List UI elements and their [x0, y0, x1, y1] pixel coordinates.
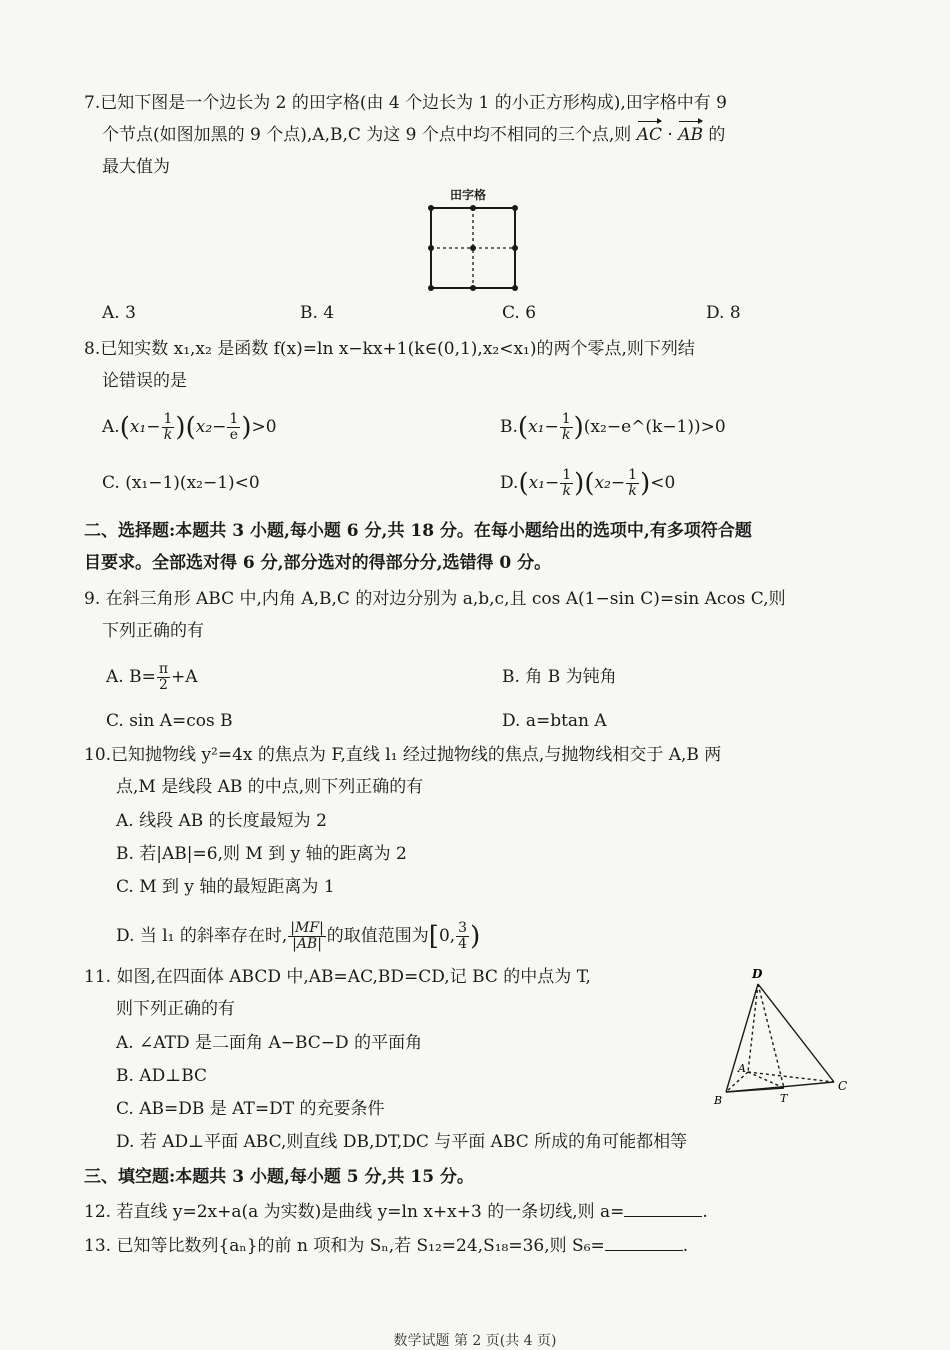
q8-option-b: B.(x₁− $\frac{1}{k}$ )(x₂−e^(k−1))>0 — [500, 411, 726, 443]
q9-line2: 下列正确的有 — [102, 621, 204, 641]
q10-line1: 10.已知抛物线 y²=4x 的焦点为 F,直线 l₁ 经过抛物线的焦点,与抛物线相交于 A,B 两 — [84, 745, 722, 765]
label-t: T — [780, 1092, 788, 1105]
q9-option-c: C. sin A=cos B — [106, 711, 233, 731]
tetrahedron-figure — [706, 962, 856, 1112]
q11-option-b: B. AD⊥BC — [116, 1066, 208, 1086]
section2-heading: 二、选择题:本题共 3 小题,每小题 6 分,共 18 分。在每小题给出的选项中,有多项符合题 — [84, 521, 752, 541]
label-d: D — [752, 967, 763, 981]
q7-line2-b: 的 — [703, 125, 726, 145]
q13-line: 13. 已知等比数列{aₙ}的前 n 项和为 Sₙ,若 S₁₂=24,S₁₈=36,则 S₆= . — [84, 1236, 689, 1256]
grid-figure-title: 田字格 — [450, 188, 487, 202]
q10-option-d: D. 当 l₁ 的斜率存在时, $\frac{|MF|}{|AB|}$ 的取值范围为[0, $\frac{3}{4}$ ) — [116, 920, 481, 952]
q10-option-a: A. 线段 AB 的长度最短为 2 — [116, 811, 327, 831]
q8-line2: 论错误的是 — [102, 371, 187, 391]
section2-heading-line2: 目要求。全部选对得 6 分,部分选对的得部分分,选错得 0 分。 — [84, 553, 552, 573]
q12-line: 12. 若直线 y=2x+a(a 为实数)是曲线 y=ln x+x+3 的一条切线,则 a= . — [84, 1202, 708, 1222]
q10-line2: 点,M 是线段 AB 的中点,则下列正确的有 — [116, 777, 424, 797]
q11-option-d: D. 若 AD⊥平面 ABC,则直线 DB,DT,DC 与平面 ABC 所成的角可能都相等 — [116, 1132, 688, 1152]
q7-option-b: B. 4 — [300, 303, 335, 323]
vector-ab: AB — [678, 125, 704, 145]
dot-operator: · — [662, 125, 679, 145]
q7-line1: 7.已知下图是一个边长为 2 的田字格(由 4 个边长为 1 的小正方形构成),田字格中有 9 — [84, 93, 727, 113]
label-a: A — [738, 1062, 746, 1075]
q11-line1: 11. 如图,在四面体 ABCD 中,AB=AC,BD=CD,记 BC 的中点为 T, — [84, 967, 591, 987]
q8-option-a: A.(x₁− $\frac{1}{k}$ )(x₂− $\frac{1}{e}$ )>0 — [102, 411, 277, 443]
tian-grid-figure — [420, 200, 524, 296]
q7-option-a: A. 3 — [102, 303, 136, 323]
q7-line2-a: 个节点(如图加黑的 9 个点),A,B,C 为这 9 个点中均不相同的三个点,则 — [102, 125, 637, 145]
q10-option-c: C. M 到 y 轴的最短距离为 1 — [116, 877, 335, 897]
q7-line3: 最大值为 — [102, 157, 170, 177]
label-c: C — [838, 1079, 848, 1093]
q9-option-b: B. 角 B 为钝角 — [502, 667, 617, 687]
q10-option-b: B. 若|AB|=6,则 M 到 y 轴的距离为 2 — [116, 844, 407, 864]
label-b: B — [714, 1094, 723, 1107]
q9-option-d: D. a=btan A — [502, 711, 607, 731]
q9-option-a: A. B= $\frac{\pi}{2}$ +A — [106, 661, 198, 693]
vector-ac: AC — [636, 125, 663, 145]
q8-option-d: D.(x₁− $\frac{1}{k}$ )(x₂− $\frac{1}{k}$ )<0 — [500, 467, 676, 499]
q7-option-d: D. 8 — [706, 303, 741, 323]
page-footer: 数学试题 第 2 页(共 4 页) — [393, 1333, 557, 1349]
q11-option-a: A. ∠ATD 是二面角 A−BC−D 的平面角 — [116, 1033, 423, 1053]
q12-answer-blank[interactable] — [624, 1200, 702, 1217]
q9-line1: 9. 在斜三角形 ABC 中,内角 A,B,C 的对边分别为 a,b,c,且 cos A(1−sin C)=sin Acos C,则 — [84, 589, 786, 609]
q8-option-c: C. (x₁−1)(x₂−1)<0 — [102, 473, 260, 493]
q11-option-c: C. AB=DB 是 AT=DT 的充要条件 — [116, 1099, 385, 1119]
q11-line2: 则下列正确的有 — [116, 999, 235, 1019]
section3-heading: 三、填空题:本题共 3 小题,每小题 5 分,共 15 分。 — [84, 1167, 474, 1187]
q7-option-c: C. 6 — [502, 303, 537, 323]
q8-line1: 8.已知实数 x₁,x₂ 是函数 f(x)=ln x−kx+1(k∈(0,1),x₂<x₁)的两个零点,则下列结 — [84, 339, 695, 359]
q13-answer-blank[interactable] — [605, 1234, 683, 1251]
q7-line2 — [102, 124, 725, 146]
